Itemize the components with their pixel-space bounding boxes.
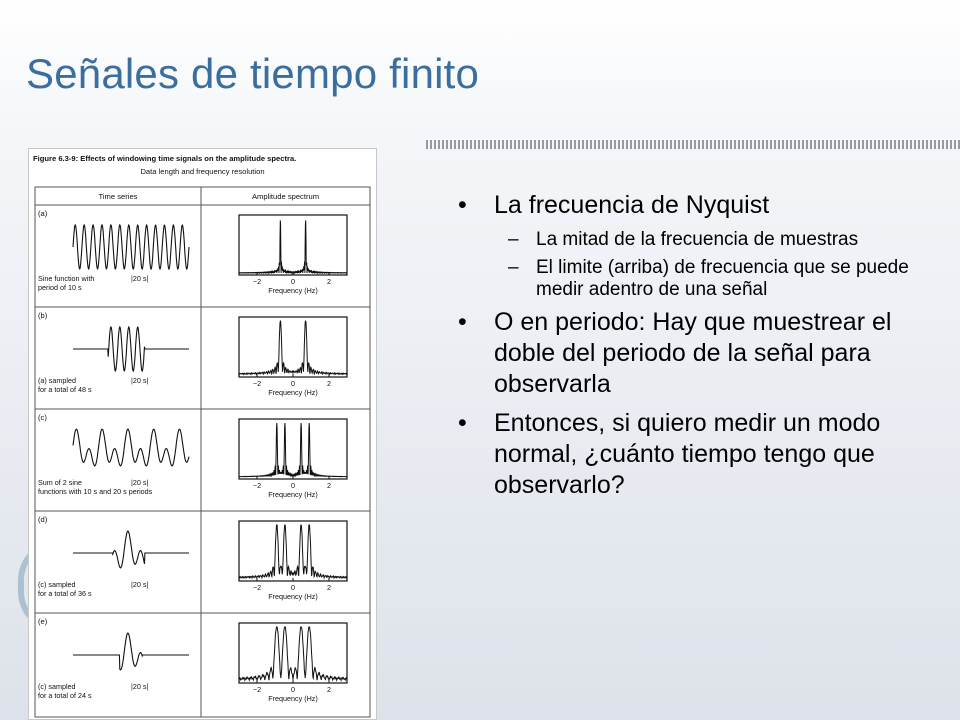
figure-panel xyxy=(28,148,377,720)
spectrum-axis-label: Frequency (Hz) xyxy=(268,490,318,499)
spectrum-trace xyxy=(239,423,347,477)
sub-bullet-item xyxy=(458,229,918,251)
bullet-dot: • xyxy=(458,191,467,219)
row-tag: (e) xyxy=(38,617,48,626)
row-scale-label: |20 s| xyxy=(131,274,149,283)
decorative-stripe xyxy=(426,140,960,149)
spectrum-trace xyxy=(239,525,347,578)
spectrum-tick-label: 2 xyxy=(327,379,331,388)
row-tag: (d) xyxy=(38,515,48,524)
bullet-item xyxy=(458,190,918,221)
row-label: Sum of 2 sine xyxy=(38,478,82,487)
spectrum-tick-label: 2 xyxy=(327,277,331,286)
windowing-figure xyxy=(29,149,376,719)
col-header-time: Time series xyxy=(98,192,138,201)
row-label: (c) sampled xyxy=(38,580,76,589)
sub-bullet-list xyxy=(458,229,918,301)
spectrum-trace xyxy=(239,627,347,680)
sub-bullet-text: El limite (arriba) de frecuencia que se puede medir adentro de una señal xyxy=(536,257,909,300)
time-series-trace xyxy=(73,531,189,568)
sub-bullet-dash: – xyxy=(508,257,519,278)
spectrum-tick-label: 0 xyxy=(291,379,295,388)
spectrum-tick-label: −2 xyxy=(252,277,262,286)
bullet-list xyxy=(458,190,918,509)
bullet-item xyxy=(458,307,918,400)
slide-title: Señales de tiempo finito xyxy=(26,50,480,97)
time-series-trace xyxy=(73,225,189,269)
sub-bullet-text: La mitad de la frecuencia de muestras xyxy=(536,229,859,250)
bullet-item xyxy=(458,408,918,501)
bullet-text: La frecuencia de Nyquist xyxy=(494,191,770,219)
row-label: for a total of 36 s xyxy=(38,589,92,598)
spectrum-tick-label: −2 xyxy=(252,481,262,490)
spectrum-trace xyxy=(239,321,347,375)
spectrum-tick-label: −2 xyxy=(252,379,262,388)
figure-table-border xyxy=(35,187,370,717)
spectrum-frame xyxy=(239,521,347,581)
row-label: Sine function with xyxy=(38,274,95,283)
row-scale-label: |20 s| xyxy=(131,580,149,589)
bullet-text: O en periodo: Hay que muestrear el doble del periodo de la señal para observarla xyxy=(494,308,892,398)
spectrum-tick-label: 0 xyxy=(291,277,295,286)
spectrum-tick-label: −2 xyxy=(252,583,262,592)
spectrum-trace xyxy=(239,220,347,273)
bullet-dot: • xyxy=(458,308,467,336)
row-label: functions with 10 s and 20 s periods xyxy=(38,487,153,496)
spectrum-frame xyxy=(239,317,347,377)
figure-subcaption: Data length and frequency resolution xyxy=(140,167,265,176)
row-label: period of 10 s xyxy=(38,283,82,292)
spectrum-tick-label: 0 xyxy=(291,685,295,694)
spectrum-tick-label: 0 xyxy=(291,481,295,490)
bullet-dot: • xyxy=(458,409,467,437)
row-scale-label: |20 s| xyxy=(131,376,149,385)
spectrum-frame xyxy=(239,215,347,275)
row-tag: (b) xyxy=(38,311,48,320)
row-label: (a) sampled xyxy=(38,376,76,385)
spectrum-tick-label: 0 xyxy=(291,583,295,592)
spectrum-tick-label: 2 xyxy=(327,481,331,490)
row-label: for a total of 48 s xyxy=(38,385,92,394)
col-header-spectrum: Amplitude spectrum xyxy=(251,192,320,201)
spectrum-tick-label: 2 xyxy=(327,685,331,694)
spectrum-frame xyxy=(239,419,347,479)
spectrum-axis-label: Frequency (Hz) xyxy=(268,286,318,295)
figure-caption: Figure 6.3-9: Effects of windowing time signals on the amplitude spectra. xyxy=(33,154,297,163)
sub-bullet-item xyxy=(458,257,918,301)
time-series-trace xyxy=(73,633,189,670)
row-tag: (a) xyxy=(38,209,48,218)
spectrum-axis-label: Frequency (Hz) xyxy=(268,592,318,601)
bullet-text: Entonces, si quiero medir un modo normal, ¿cuánto tiempo tengo que observarlo? xyxy=(494,409,881,499)
spectrum-axis-label: Frequency (Hz) xyxy=(268,694,318,703)
spectrum-tick-label: 2 xyxy=(327,583,331,592)
row-label: (c) sampled xyxy=(38,682,76,691)
row-tag: (c) xyxy=(38,413,47,422)
row-scale-label: |20 s| xyxy=(131,682,149,691)
time-series-trace xyxy=(73,429,189,466)
row-label: for a total of 24 s xyxy=(38,691,92,700)
row-scale-label: |20 s| xyxy=(131,478,149,487)
spectrum-tick-label: −2 xyxy=(252,685,262,694)
spectrum-frame xyxy=(239,623,347,683)
time-series-trace xyxy=(73,327,189,371)
sub-bullet-dash: – xyxy=(508,229,519,250)
spectrum-axis-label: Frequency (Hz) xyxy=(268,388,318,397)
